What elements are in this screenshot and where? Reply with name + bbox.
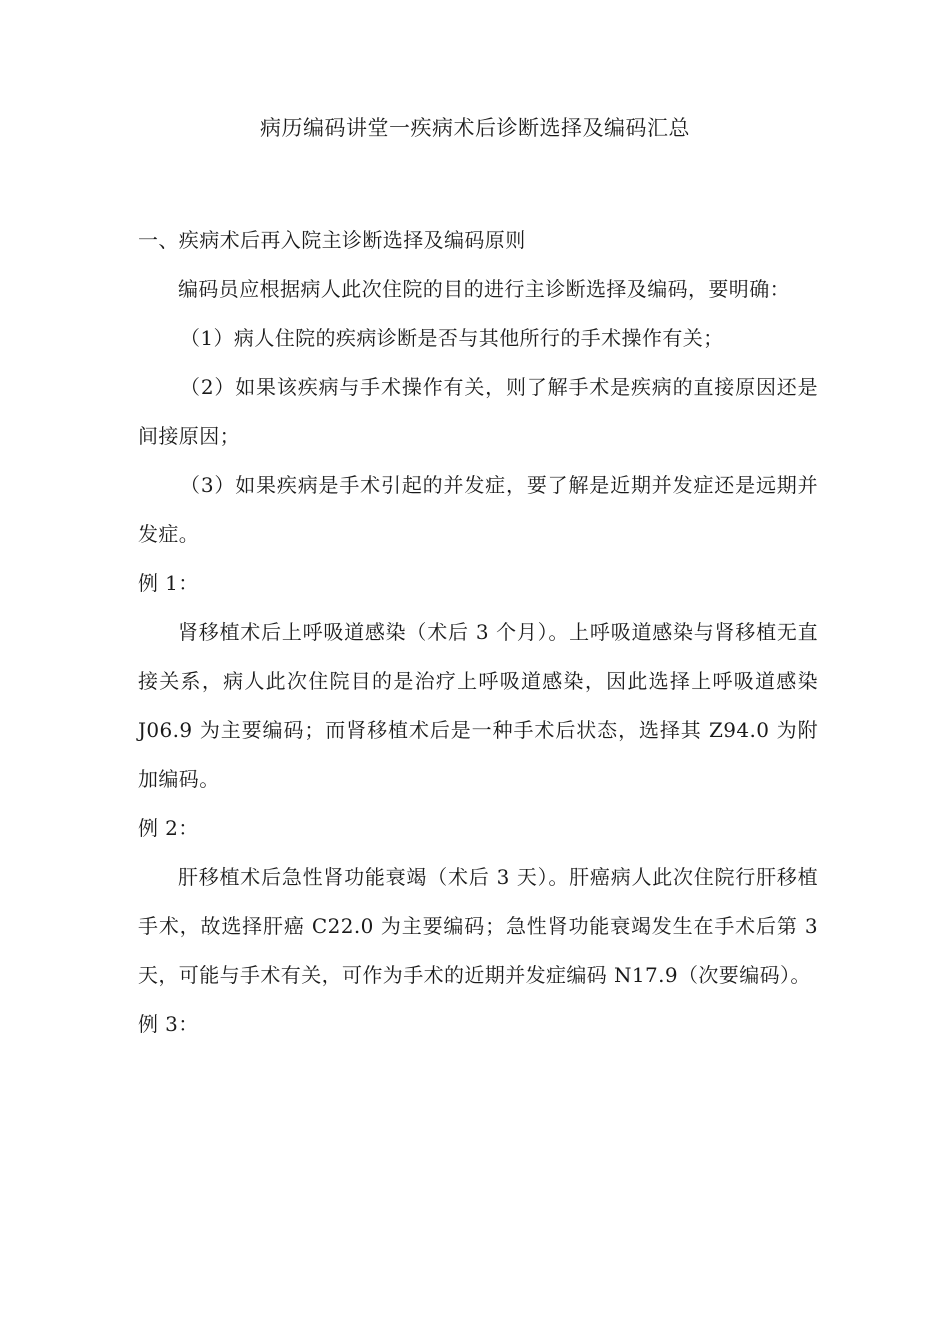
example-2-label: 例 2： <box>138 816 199 840</box>
section-intro: 编码员应根据病人此次住院的目的进行主诊断选择及编码，要明确： <box>178 277 790 301</box>
list-item-2: （2）如果该疾病与手术操作有关，则了解手术是疾病的直接原因还是间接原因； <box>138 375 818 448</box>
example-1-text: 肾移植术后上呼吸道感染（术后 3 个月）。上呼吸道感染与肾移植无直接关系，病人此次住院目的是治疗上呼吸道感染，因此选择上呼吸道感染 J06.9 为主要编码；而肾移植术后是一种手术后状态，选择其 Z94.0 为附加编码。 <box>138 620 818 791</box>
document-title: 病历编码讲堂一疾病术后诊断选择及编码汇总 <box>260 116 690 140</box>
example-3-label: 例 3： <box>138 1012 199 1036</box>
list-item-1: （1）病人住院的疾病诊断是否与其他所行的手术操作有关； <box>180 326 724 350</box>
example-1-label: 例 1： <box>138 571 199 595</box>
document-body <box>138 216 818 1049</box>
example-2-text: 肝移植术后急性肾功能衰竭（术后 3 天）。肝癌病人此次住院行肝移植手术，故选择肝癌 C22.0 为主要编码；急性肾功能衰竭发生在手术后第 3 天，可能与手术有关，可作为手术的近期并发症编码 N17.9（次要编码）。 <box>138 865 818 987</box>
section-heading: 一、疾病术后再入院主诊断选择及编码原则 <box>138 228 526 252</box>
list-item-3: （3）如果疾病是手术引起的并发症，要了解是近期并发症还是远期并发症。 <box>138 473 818 546</box>
